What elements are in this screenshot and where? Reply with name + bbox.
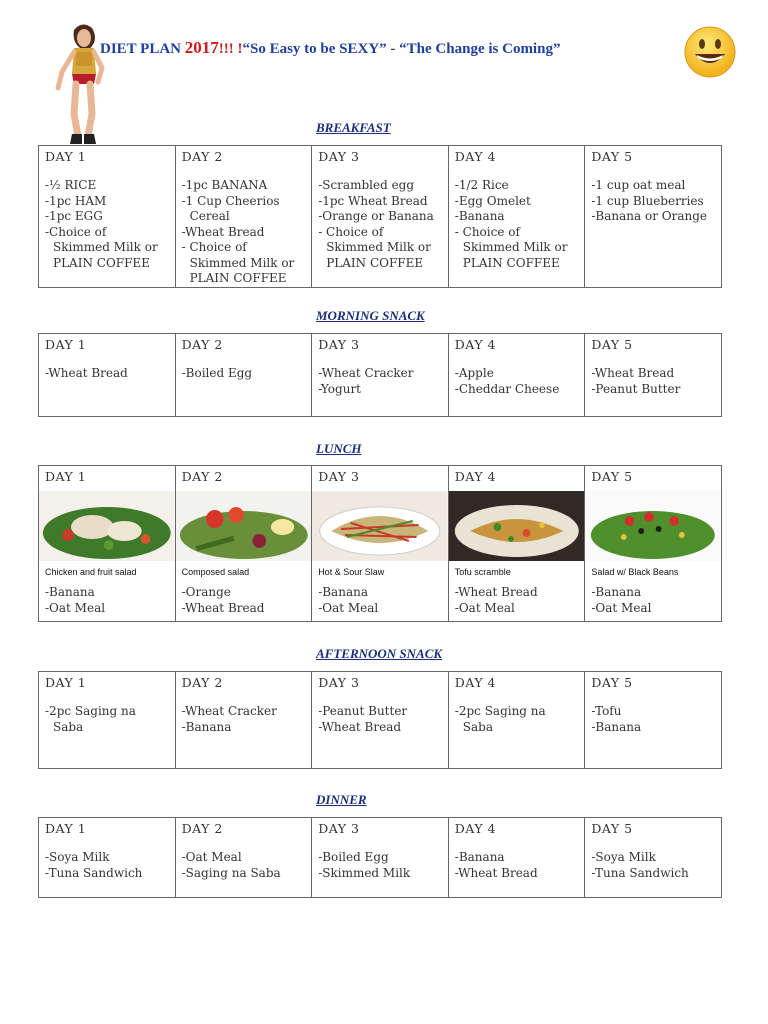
- meal-item: -2pc Saging na: [454, 704, 546, 718]
- day-cell: [585, 466, 722, 622]
- food-photo: [449, 491, 585, 561]
- day-label: DAY 5: [591, 337, 633, 352]
- meal-item: Saba: [462, 719, 493, 734]
- meal-item: -Tuna Sandwich: [591, 865, 689, 880]
- title-text: DIET PLAN: [100, 41, 185, 57]
- meal-item: -Wheat Bread: [45, 366, 128, 380]
- section-heading-morning-snack: MORNING SNACK: [316, 308, 425, 323]
- day-label: DAY 4: [454, 337, 497, 352]
- day-label: DAY 4: [454, 469, 497, 484]
- day-label: DAY 2: [181, 821, 223, 836]
- day-cell: [448, 146, 585, 288]
- day-label: DAY 5: [591, 469, 633, 484]
- dish-caption: Tofu scramble: [454, 567, 511, 577]
- day-label: DAY 1: [45, 337, 87, 352]
- meal-item: -Oat Meal: [591, 600, 652, 615]
- meal-item: -1pc HAM: [45, 193, 107, 208]
- day-cell: [175, 334, 312, 417]
- meal-item: -Wheat Bread: [318, 719, 402, 734]
- food-photo: [176, 491, 312, 561]
- meal-item: -Wheat Cracker: [318, 366, 414, 380]
- day-cell: [175, 672, 312, 769]
- day-cell: [585, 818, 722, 898]
- meal-item: -Cheddar Cheese: [454, 381, 560, 396]
- dish-caption: Hot & Sour Slaw: [318, 567, 385, 577]
- meal-item: -Banana: [318, 585, 368, 599]
- meal-item: -Soya Milk: [45, 850, 110, 864]
- day-label: DAY 5: [591, 675, 633, 690]
- meal-item: -Wheat Bread: [591, 366, 675, 380]
- meal-item: -Wheat Bread: [181, 224, 265, 239]
- day-cell: [175, 146, 312, 288]
- meal-item: -Boiled Egg: [318, 850, 389, 864]
- meal-item: -Saging na Saba: [181, 865, 281, 880]
- food-photo: [585, 491, 721, 561]
- meal-item: -Orange or Banana: [318, 209, 434, 223]
- meal-item: - Choice of: [454, 224, 520, 239]
- meal-item: -Peanut Butter: [318, 704, 408, 718]
- day-label: DAY 2: [181, 149, 223, 164]
- day-cell: [585, 146, 722, 288]
- day-label: DAY 4: [454, 675, 497, 690]
- meal-item: -2pc Saging na: [45, 704, 136, 718]
- day-label: DAY 2: [181, 337, 223, 352]
- day-cell: [39, 818, 176, 898]
- day-cell: [312, 146, 449, 288]
- day-label: DAY 3: [318, 149, 360, 164]
- day-cell: [312, 466, 449, 622]
- meal-item: -Apple: [454, 366, 494, 380]
- day-cell: [312, 334, 449, 417]
- meal-item: -1pc BANANA: [181, 178, 268, 192]
- day-label: DAY 4: [454, 821, 497, 836]
- meal-item: -Peanut Butter: [591, 381, 681, 396]
- day-label: DAY 1: [45, 821, 87, 836]
- meal-item: -1 Cup Cheerios: [181, 193, 280, 208]
- day-cell: [448, 334, 585, 417]
- meal-item: -Egg Omelet: [454, 193, 531, 208]
- day-label: DAY 3: [318, 337, 360, 352]
- day-label: DAY 5: [591, 149, 633, 164]
- section-heading-lunch: LUNCH: [316, 441, 362, 456]
- meal-item: -Orange: [181, 585, 231, 599]
- meal-item: -Oat Meal: [181, 850, 242, 864]
- dish-caption: Composed salad: [181, 567, 250, 577]
- meal-item: -1pc EGG: [45, 209, 103, 223]
- meal-item: -Banana or Orange: [591, 209, 707, 223]
- meal-item: -Tofu: [591, 704, 622, 718]
- food-photo: [39, 491, 175, 561]
- breakfast-table: [38, 145, 722, 288]
- meal-item: -Oat Meal: [45, 600, 106, 615]
- meal-item: -Wheat Bread: [454, 585, 538, 599]
- day-cell: [175, 818, 312, 898]
- meal-item: -Wheat Bread: [181, 600, 265, 615]
- meal-item: -Oat Meal: [454, 600, 515, 615]
- meal-item: -Banana: [591, 719, 642, 734]
- day-cell: [39, 672, 176, 769]
- smiley-face-icon: [684, 22, 736, 80]
- meal-item: -1 cup oat meal: [591, 178, 686, 192]
- day-cell: [39, 466, 176, 622]
- day-label: DAY 2: [181, 675, 223, 690]
- meal-item: - Choice of: [318, 224, 384, 239]
- food-photo: [312, 491, 448, 561]
- meal-item: -1/2 Rice: [454, 178, 509, 192]
- meal-item: -Boiled Egg: [181, 366, 253, 380]
- meal-item: PLAIN COFFEE: [326, 255, 424, 270]
- day-label: DAY 5: [591, 821, 633, 836]
- dish-caption: Chicken and fruit salad: [45, 567, 137, 577]
- morning-snack-table: [38, 333, 722, 417]
- day-label: DAY 4: [454, 149, 497, 164]
- meal-item: -Wheat Bread: [454, 865, 538, 880]
- day-cell: [312, 818, 449, 898]
- day-cell: [39, 334, 176, 417]
- day-label: DAY 2: [181, 469, 223, 484]
- day-label: DAY 3: [318, 469, 360, 484]
- dinner-table: [38, 817, 722, 898]
- day-cell: [448, 818, 585, 898]
- meal-item: -Scrambled egg: [318, 178, 415, 192]
- page-title: [100, 38, 560, 58]
- dish-caption: Salad w/ Black Beans: [591, 567, 679, 577]
- meal-item: -Banana: [454, 209, 505, 223]
- meal-item: -Soya Milk: [591, 850, 656, 864]
- day-label: DAY 3: [318, 675, 360, 690]
- day-cell: [448, 466, 585, 622]
- meal-item: Saba: [53, 719, 84, 734]
- day-cell: [312, 672, 449, 769]
- section-heading-afternoon-snack: AFTERNOON SNACK: [316, 646, 443, 661]
- meal-item: -1pc Wheat Bread: [318, 193, 428, 208]
- meal-item: -Banana: [45, 585, 95, 599]
- meal-item: Skimmed Milk or: [189, 255, 295, 270]
- meal-item: -Choice of: [45, 224, 107, 239]
- meal-item: -1 cup Blueberries: [591, 193, 704, 208]
- meal-item: PLAIN COFFEE: [53, 255, 150, 270]
- meal-item: -Banana: [591, 585, 642, 599]
- afternoon-snack-table: [38, 671, 722, 769]
- title-slogan: “So Easy to be SEXY” - “The Change is Coming”: [242, 41, 561, 57]
- title-exclaim: !!! !: [218, 41, 243, 57]
- meal-item: Cereal: [189, 209, 230, 223]
- meal-item: -Wheat Cracker: [181, 704, 277, 718]
- title-year: 2017: [184, 38, 219, 57]
- meal-item: - Choice of: [181, 240, 247, 254]
- meal-item: Skimmed Milk or: [326, 240, 431, 254]
- day-cell: [585, 672, 722, 769]
- day-cell: [585, 334, 722, 417]
- meal-item: -Banana: [454, 850, 505, 864]
- day-cell: [448, 672, 585, 769]
- meal-item: Skimmed Milk or: [53, 240, 158, 254]
- day-label: DAY 1: [45, 675, 87, 690]
- meal-item: -Skimmed Milk: [318, 865, 411, 880]
- day-cell: [175, 466, 312, 622]
- day-label: DAY 1: [45, 149, 87, 164]
- meal-item: -Oat Meal: [318, 600, 379, 615]
- meal-item: -½ RICE: [45, 178, 97, 192]
- lunch-table: [38, 465, 722, 622]
- meal-item: -Banana: [181, 719, 232, 734]
- section-heading-dinner: DINNER: [316, 792, 367, 807]
- day-label: DAY 3: [318, 821, 360, 836]
- day-cell: [39, 146, 176, 288]
- meal-item: -Tuna Sandwich: [45, 865, 143, 880]
- meal-item: -Yogurt: [318, 381, 361, 396]
- meal-item: PLAIN COFFEE: [189, 271, 287, 285]
- meal-item: PLAIN COFFEE: [462, 255, 560, 270]
- day-label: DAY 1: [45, 469, 87, 484]
- meal-item: Skimmed Milk or: [462, 240, 568, 254]
- section-heading-breakfast: BREAKFAST: [316, 120, 391, 135]
